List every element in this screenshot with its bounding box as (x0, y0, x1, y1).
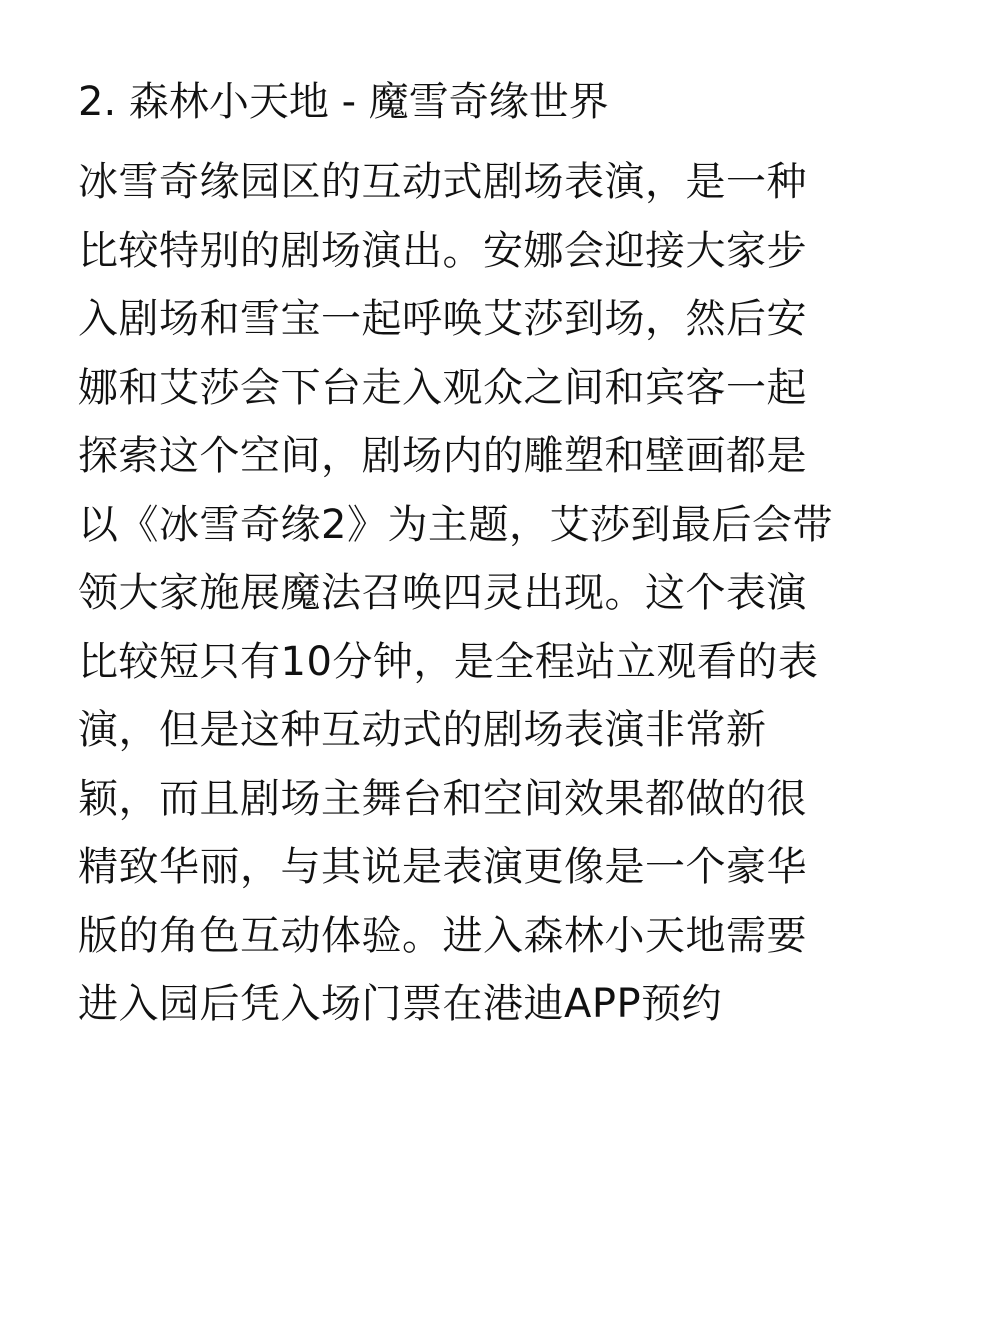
text-line: 精致华丽，与其说是表演更像是一个豪华 (78, 844, 807, 890)
text-line: 版的角色互动体验。进入森林小天地需要 (78, 912, 807, 959)
text-line: 娜和艾莎会下台走入观众之间和宾客一起 (78, 364, 807, 411)
text-line: 探索这个空间，剧场内的雕塑和壁画都是 (78, 433, 807, 479)
text-line: 比较短只有10分钟，是全程站立观看的表 (78, 638, 819, 685)
text-line: 以《冰雪奇缘2》为主题，艾莎到最后会带 (78, 501, 833, 548)
text-line: 演，但是这种互动式的剧场表演非常新 (78, 707, 767, 753)
text-line: 入剧场和雪宝一起呼唤艾莎到场，然后安 (78, 296, 807, 342)
text-line: 进入园后凭入场门票在港迪APP预约 (78, 981, 723, 1027)
text-line: 冰雪奇缘园区的互动式剧场表演，是一种 (78, 159, 807, 205)
text-line: 颖，而且剧场主舞台和空间效果都做的很 (78, 775, 807, 822)
section-heading: 2. 森林小天地 - 魔雪奇缘世界 (78, 79, 609, 125)
text-line: 比较特别的剧场演出。安娜会迎接大家步 (78, 227, 807, 274)
body-text (78, 148, 833, 1039)
text-line: 领大家施展魔法召唤四灵出现。这个表演 (78, 570, 807, 616)
